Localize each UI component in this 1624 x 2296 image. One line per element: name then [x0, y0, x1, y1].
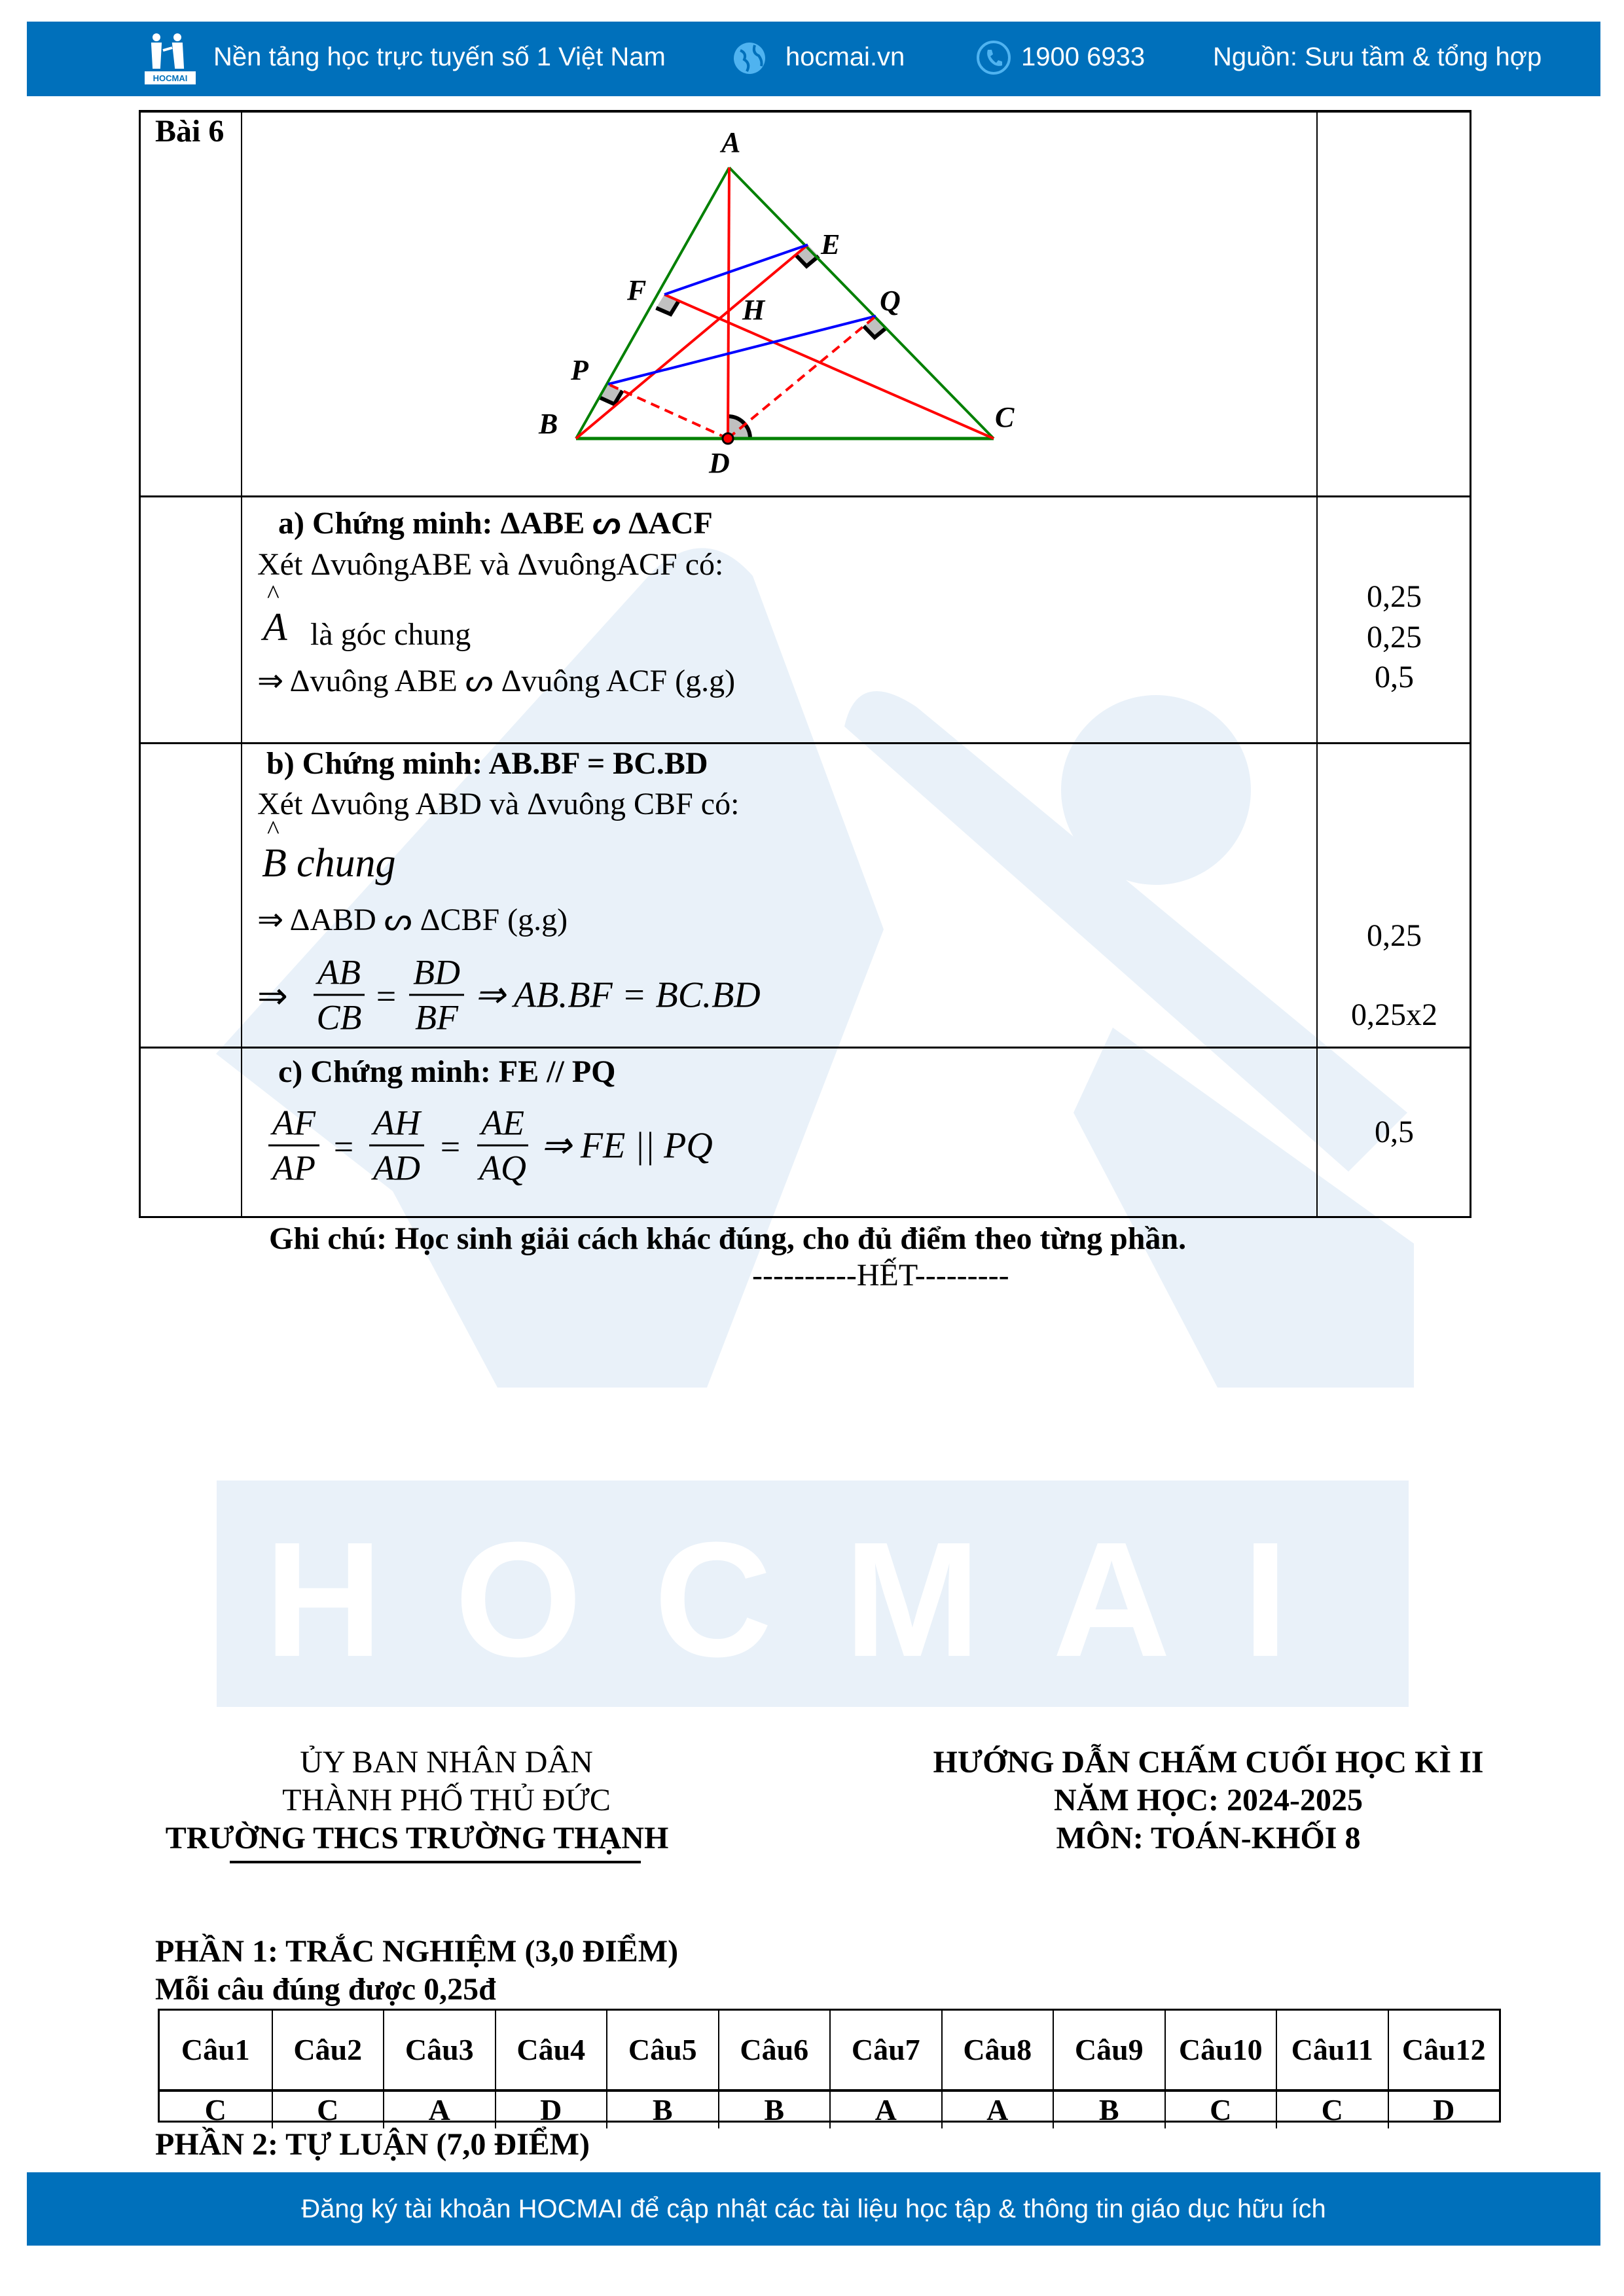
score: 0,5: [1375, 1115, 1414, 1149]
equals: =: [440, 1127, 461, 1166]
answer-key-table: [158, 2009, 1501, 2126]
label-P: P: [571, 354, 588, 386]
score: 0,25x2: [1351, 997, 1437, 1032]
footer-text: Đăng ký tài khoản HOCMAI để cập nhật các tài liệu học tập & thông tin giáo dục hữu ích: [301, 2195, 1326, 2223]
part-a-title: a) Chứng minh: ΔABE ᔕ ΔACF: [278, 506, 713, 541]
question-header: Câu 2: [272, 2011, 384, 2089]
answer-cell: D: [495, 2089, 607, 2128]
part2-title: PHẦN 2: TỰ LUẬN (7,0 ĐIỂM): [155, 2127, 590, 2162]
dashed-DP: [608, 384, 728, 439]
answer-cell: A: [383, 2089, 495, 2128]
part-b-line1: Xét Δvuông ABD và Δvuông CBF có:: [257, 787, 740, 821]
part-c-result: ⇒ FE || PQ: [541, 1125, 713, 1166]
answer-cell: A: [829, 2089, 941, 2128]
answer-cell: C: [272, 2089, 384, 2128]
label-A: A: [721, 126, 741, 158]
school-underline: [230, 1861, 641, 1863]
fraction-BD-BF: $\frac{BD}{BF}$: [409, 952, 464, 1038]
question-header: Câu 6: [718, 2011, 830, 2089]
label-B: B: [539, 408, 558, 440]
problem-label: Bài 6: [155, 114, 225, 149]
org-line-2: THÀNH PHỐ THỦ ĐỨC: [282, 1783, 611, 1818]
question-header: Câu 9: [1053, 2011, 1164, 2089]
answer-cell: C: [160, 2089, 272, 2128]
part-a-line1: Xét ΔvuôngABE và ΔvuôngACF có:: [257, 547, 724, 582]
segment-AC: [729, 168, 994, 439]
question-header: Câu 4: [495, 2011, 607, 2089]
label-Q: Q: [880, 285, 901, 317]
score: 0,25: [1367, 918, 1422, 953]
altitude-CF: [664, 295, 994, 439]
school-year: NĂM HỌC: 2024-2025: [1054, 1783, 1363, 1818]
fraction-AB-CB: $\frac{AB}{CB}$: [314, 952, 365, 1038]
answer-cell: C: [1276, 2089, 1388, 2128]
answer-cell: C: [1164, 2089, 1276, 2128]
segment-AB: [576, 168, 729, 439]
altitude-AD: [728, 168, 729, 439]
part-c-title: c) Chứng minh: FE // PQ: [278, 1054, 616, 1089]
label-F: F: [627, 274, 647, 306]
source-text: Nguồn: Sưu tầm & tổng hợp: [1213, 43, 1542, 71]
part-b-result: ⇒ AB.BF = BC.BD: [475, 975, 761, 1016]
answer-cell: D: [1388, 2089, 1500, 2128]
question-header: Câu 10: [1164, 2011, 1276, 2089]
fraction-AF-AP: $\frac{AF}{AP}$: [268, 1103, 319, 1189]
part-a-angle-text: là góc chung: [310, 617, 471, 652]
answer-cell: A: [941, 2089, 1053, 2128]
part-b-conclusion: ⇒ ΔABD ᔕ ΔCBF (g.g): [257, 903, 568, 937]
watermark-text: HOCMAI: [264, 1508, 1360, 1691]
question-header: Câu 11: [1276, 2011, 1388, 2089]
hat-icon: ^: [267, 815, 280, 844]
fraction-AE-AQ: $\frac{AE}{AQ}$: [477, 1103, 528, 1189]
phone-number[interactable]: 1900 6933: [1021, 43, 1146, 71]
score: 0,25: [1367, 620, 1422, 655]
part-a-angle: A: [263, 605, 287, 649]
part-b-angle: B: [262, 841, 287, 886]
geometry-figure: [0, 0, 1624, 497]
tagline: Nền tảng học trực tuyến số 1 Việt Nam: [213, 43, 666, 71]
question-header: Câu 5: [606, 2011, 718, 2089]
subject: MÔN: TOÁN-KHỐI 8: [1056, 1821, 1361, 1856]
score: 0,25: [1367, 579, 1422, 614]
segment-FE: [664, 245, 808, 295]
part-b-title: b) Chứng minh: AB.BF = BC.BD: [266, 746, 708, 781]
point-D: [723, 433, 733, 444]
label-E: E: [821, 228, 840, 260]
question-header: Câu 7: [829, 2011, 941, 2089]
end-mark: ----------HẾT---------: [752, 1258, 1009, 1293]
question-header: Câu 8: [941, 2011, 1053, 2089]
question-header: Câu 12: [1388, 2011, 1500, 2089]
org-line-1: ỦY BAN NHÂN DÂN: [300, 1745, 593, 1780]
website-link[interactable]: hocmai.vn: [785, 43, 905, 71]
answer-cell: B: [1053, 2089, 1164, 2128]
svg-text:HOCMAI: HOCMAI: [153, 73, 188, 83]
equals: =: [333, 1127, 354, 1166]
label-C: C: [995, 401, 1015, 433]
answer-cell: B: [606, 2089, 718, 2128]
part-a-conclusion: ⇒ Δvuông ABE ᔕ Δvuông ACF (g.g): [257, 664, 736, 698]
part-b-angle-text: chung: [297, 841, 396, 886]
label-H: H: [742, 294, 765, 326]
footer-banner: [27, 2172, 1600, 2246]
question-header: Câu 1: [181, 2033, 250, 2066]
score: 0,5: [1375, 660, 1414, 694]
question-header: Câu 3: [383, 2011, 495, 2089]
doc-title: HƯỚNG DẪN CHẤM CUỐI HỌC KÌ II: [933, 1745, 1484, 1780]
answer-cell: B: [718, 2089, 830, 2128]
school-name: TRƯỜNG THCS TRƯỜNG THẠNH: [165, 1821, 669, 1856]
implies-symbol: ⇒: [257, 976, 288, 1017]
part1-subtitle: Mỗi câu đúng được 0,25đ: [155, 1972, 496, 2007]
fraction-AH-AD: $\frac{AH}{AD}$: [369, 1103, 424, 1189]
part1-title: PHẦN 1: TRẮC NGHIỆM (3,0 ĐIỂM): [155, 1934, 679, 1969]
note: Ghi chú: Học sinh giải cách khác đúng, cho đủ điểm theo từng phần.: [269, 1221, 1187, 1256]
equals: =: [376, 977, 397, 1016]
label-D: D: [709, 447, 730, 479]
hat-icon: ^: [267, 579, 280, 609]
